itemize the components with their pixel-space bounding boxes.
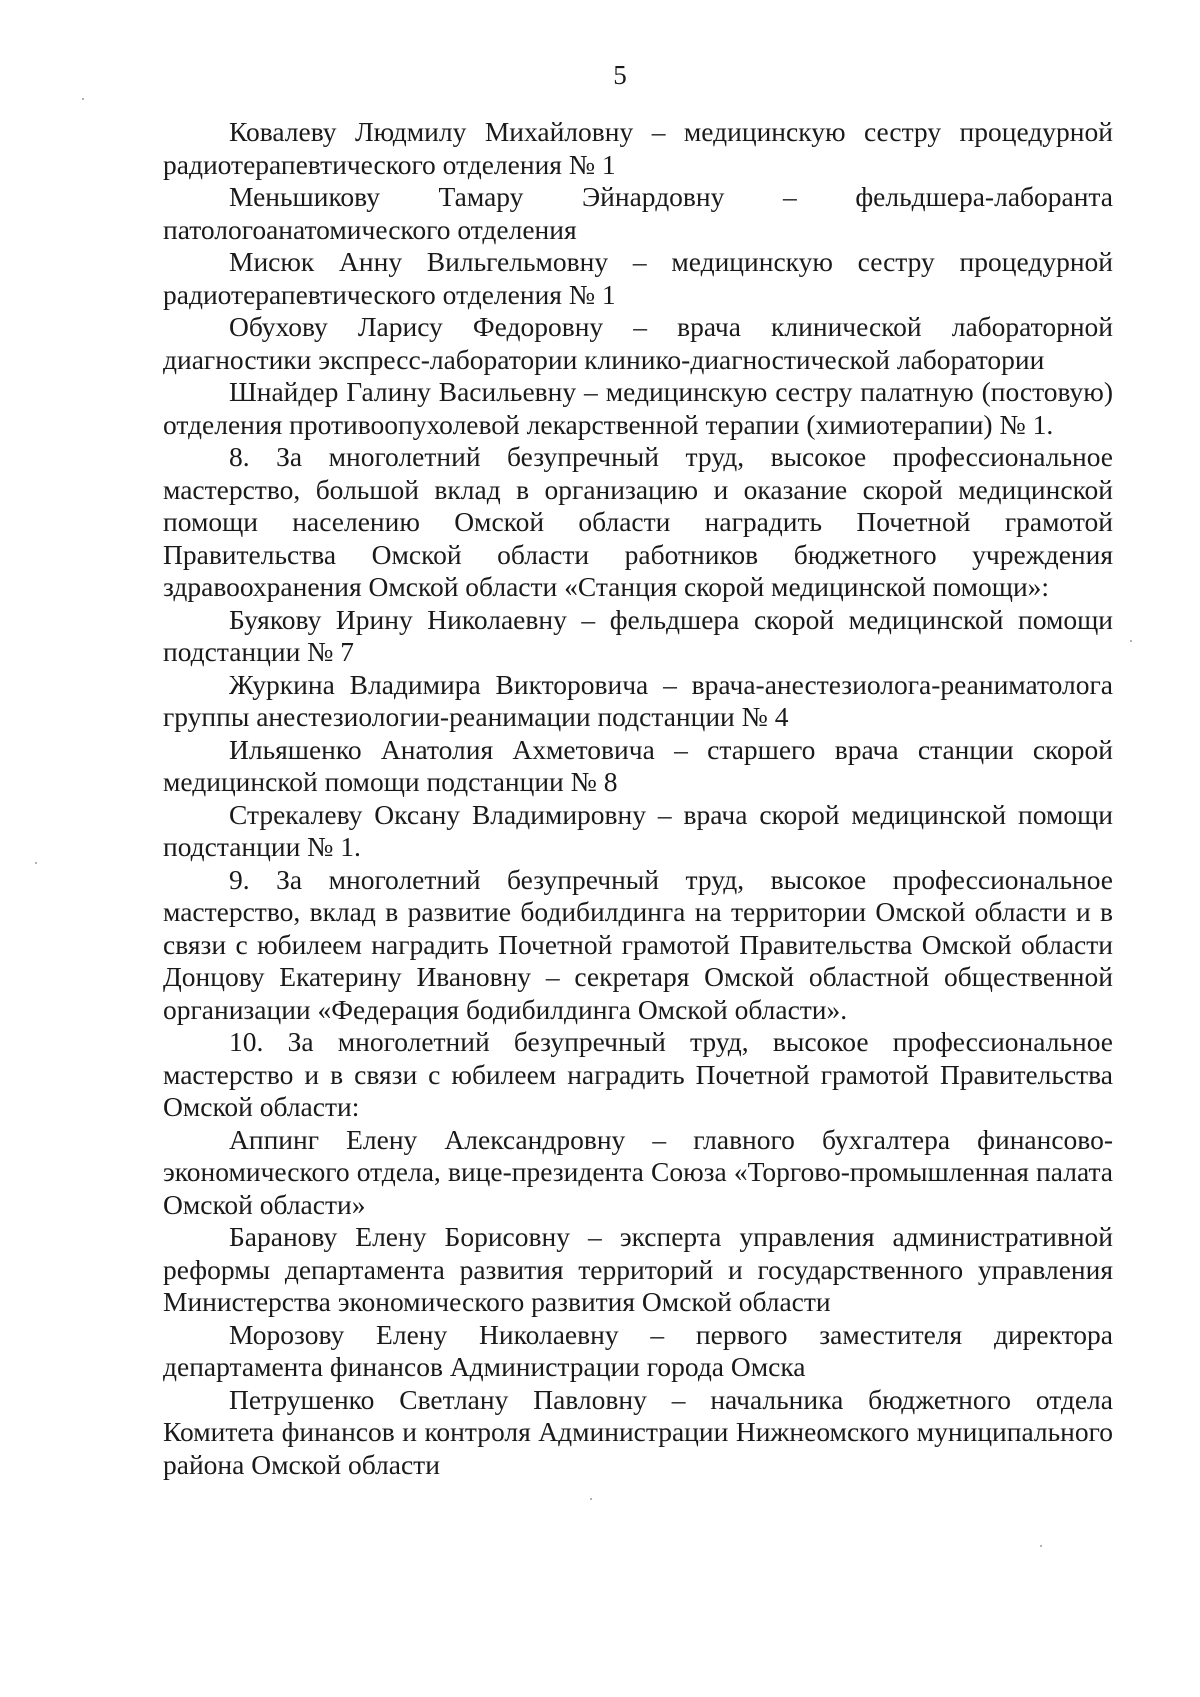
paragraph-morozova: Морозову Елену Николаевну – первого заместителя директора департамента финансов Администрации города Омска: [163, 1318, 1113, 1382]
paragraph-item-8: 8. За многолетний безупречный труд, высокое профессиональное мастерство, большой вклад в организацию и оказание скорой медицинской помощи населению Омской области наградить Почетной грамотой Правительства Омской области работников бюджетного учреждения здравоохранения Омской области «Станция скорой медицинской помощи»:: [163, 441, 1113, 602]
paragraph-kovaleva: Ковалеву Людмилу Михайловну – медицинскую сестру процедурной радиотерапевтического отделения № 1: [163, 116, 1113, 180]
scan-speck: [1130, 640, 1132, 642]
paragraph-obukhova: Обухову Ларису Федоровну – врача клинической лабораторной диагностики экспресс-лаборатории клинико-диагностической лаборатории: [163, 311, 1113, 375]
paragraph-buyakova: Буякову Ирину Николаевну – фельдшера скорой медицинской помощи подстанции № 7: [163, 603, 1113, 667]
paragraph-misyuk: Мисюк Анну Вильгельмовну – медицинскую сестру процедурной радиотерапевтического отделения № 1: [163, 246, 1113, 310]
paragraph-baranova: Баранову Елену Борисовну – эксперта управления административной реформы департамента развития территорий и государственного управления Министерства экономического развития Омской области: [163, 1221, 1113, 1317]
document-body: [163, 116, 1113, 1481]
page-number: 5: [613, 60, 627, 90]
scan-speck: [1040, 1545, 1042, 1547]
paragraph-strekaleva: Стрекалеву Оксану Владимировну – врача скорой медицинской помощи подстанции № 1.: [163, 798, 1113, 862]
scan-speck: [590, 1498, 592, 1500]
paragraph-item-9: 9. За многолетний безупречный труд, высокое профессиональное мастерство, вклад в развитие бодибилдинга на территории Омской области и в связи с юбилеем наградить Почетной грамотой Правительства Омской области Донцову Екатерину Ивановну – секретаря Омской областной общественной организации «Федерация бодибилдинга Омской области».: [163, 863, 1113, 1025]
paragraph-apping: Аппинг Елену Александровну – главного бухгалтера финансово-экономического отдела, вице-президента Союза «Торгово-промышленная палата Омской области»: [163, 1123, 1113, 1220]
scan-speck: [35, 862, 37, 864]
paragraph-shnaider: Шнайдер Галину Васильевну – медицинскую сестру палатную (постовую) отделения противоопухолевой лекарственной терапии (химиотерапии) № 1.: [163, 376, 1113, 440]
scan-speck: [82, 98, 84, 100]
paragraph-ilyashenko: Ильяшенко Анатолия Ахметовича – старшего врача станции скорой медицинской помощи подстанции № 8: [163, 733, 1113, 797]
paragraph-item-10: 10. За многолетний безупречный труд, высокое профессиональное мастерство и в связи с юбилеем наградить Почетной грамотой Правительства Омской области:: [163, 1026, 1113, 1122]
paragraph-zhurkin: Журкина Владимира Викторовича – врача-анестезиолога-реаниматолога группы анестезиологии-реанимации подстанции № 4: [163, 668, 1113, 732]
paragraph-petrushenko: Петрушенко Светлану Павловну – начальника бюджетного отдела Комитета финансов и контроля Администрации Нижнеомского муниципального района Омской области: [163, 1383, 1113, 1480]
paragraph-menshikova: Меньшикову Тамару Эйнардовну – фельдшера-лаборанта патологоанатомического отделения: [163, 181, 1113, 245]
